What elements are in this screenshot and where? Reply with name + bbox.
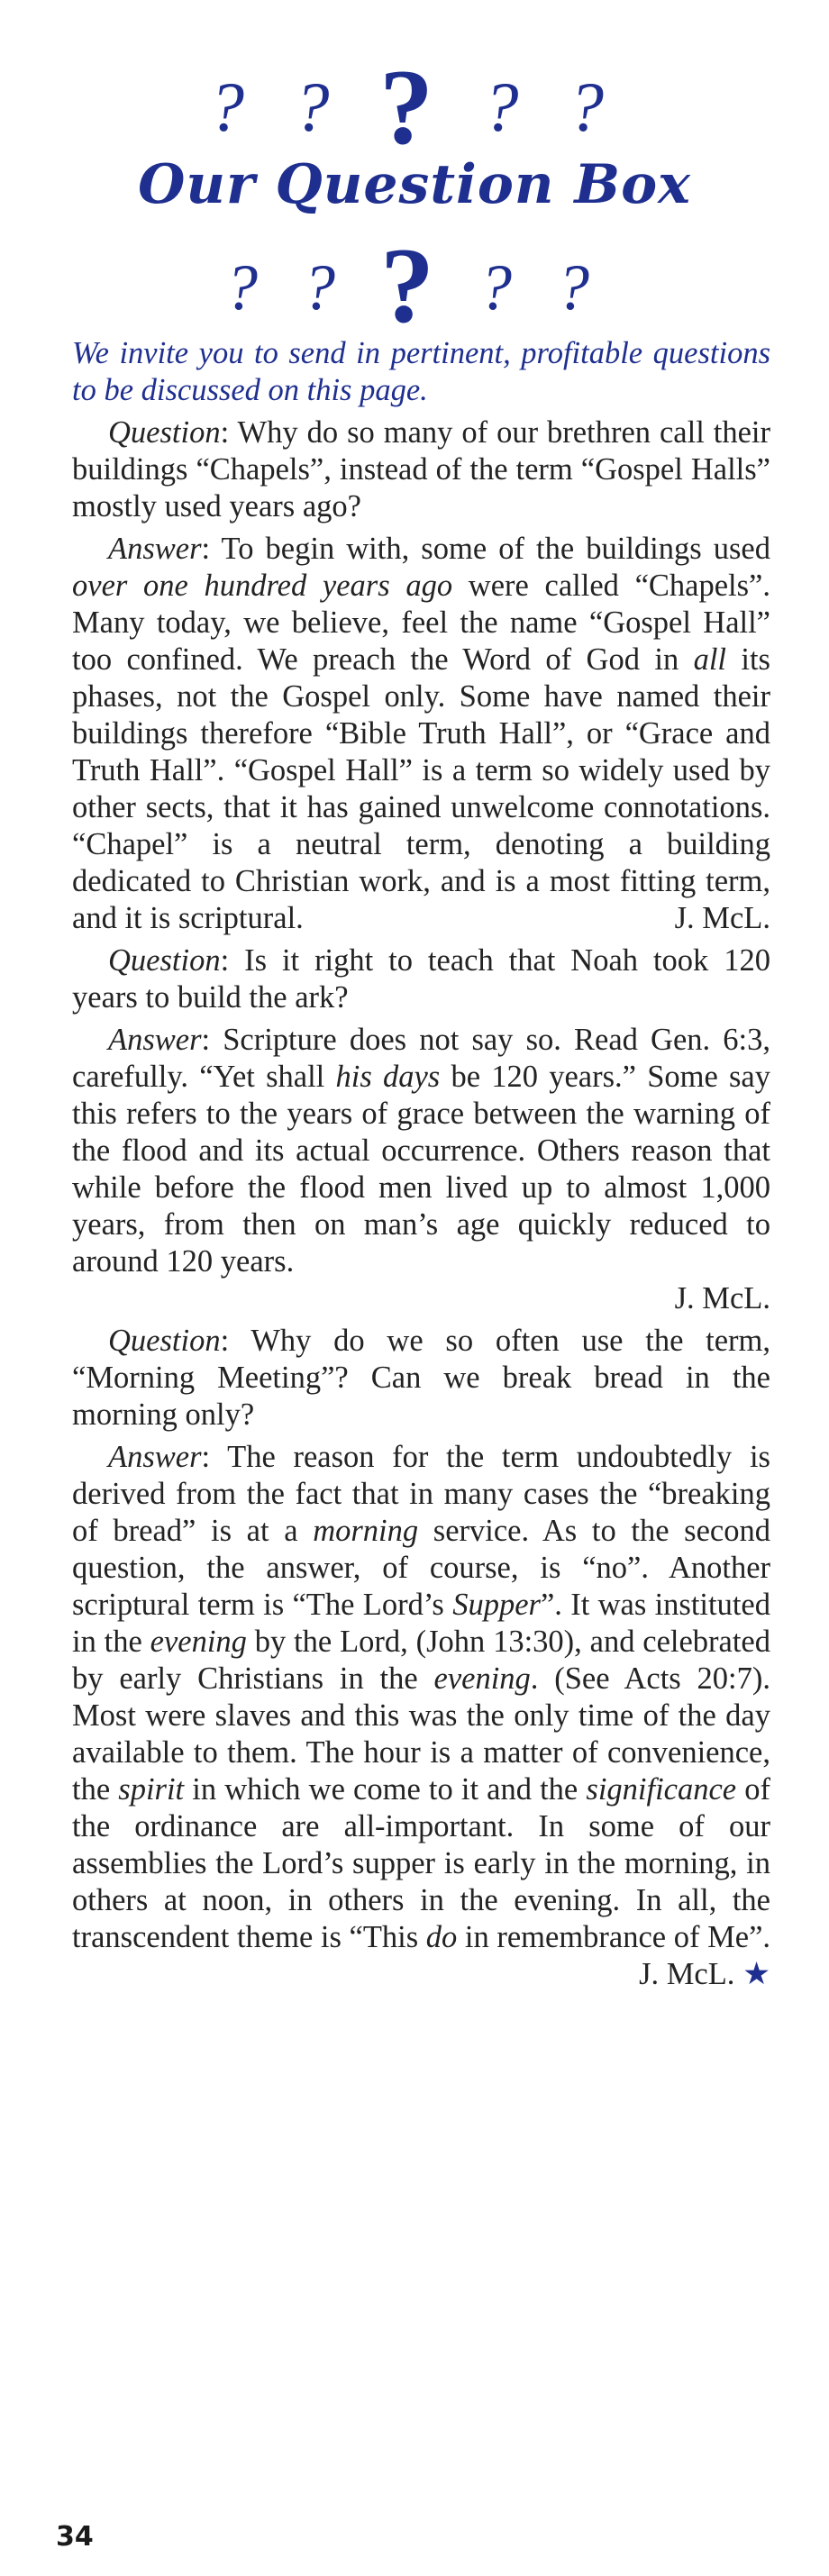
question-label: Question <box>108 415 221 450</box>
star-icon: ★ <box>742 1957 770 1991</box>
answer-label: Answer <box>108 1440 202 1474</box>
question-marks-top: ? ? ? ? ? <box>209 47 620 167</box>
answer-3: Answer: The reason for the term undoubtedly is derived from the fact that in many cases the “breaking of bread” is at a morning service. As to the second question, the answer, of course, is “no”. Another scriptural term is “The Lord’s Supper”. It was instituted in the evening by the Lord, (John 13:30), and celebrated by early Christians in the evening. (See Acts 20:7). Most were slaves and this was the only time of the day available to them. The hour is a matter of convenience, the spirit in which we come to it and the significance of the ordinance are all-important. In some of our assemblies the Lord’s supper is early in the morning, in others at noon, in others in the evening. In all, the transcendent theme is “This do in remembrance of Me”. <box>72 1440 771 1954</box>
signature: J. McL. <box>674 901 770 935</box>
intro-text: We invite you to send in pertinent, profitable questions to be discussed on this page. <box>72 336 770 407</box>
question-text: Why do so many of our brethren call their buildings “Chapels”, instead of the term “Gospel Halls” mostly used years ago? <box>72 415 770 523</box>
answer-label: Answer <box>108 1023 202 1057</box>
answer-1: Answer: To begin with, some of the buildings used over one hundred years ago were called “Chapels”. Many today, we believe, feel the name “Gospel Hall” too confined. We preach the Word of God in all its phases, not the Gospel only. Some have named their buildings therefore “Bible Truth Hall”, or “Grace and Truth Hall”. “Gospel Hall” is a term so widely used by other sects, that it has gained unwelcome connotations. “Chapel” is a neutral term, denoting a building dedicated to Christian work, and is a most fitting term, and it is scriptural. J. McL. <box>72 532 770 935</box>
question-3: Question: Why do we so often use the term, “Morning Meeting”? Can we break bread in the morning only? <box>72 1324 770 1432</box>
question-marks-bottom: ? ? ? ? ? <box>225 225 604 345</box>
signature-line <box>72 1956 770 1993</box>
page-number: 34 <box>56 2521 94 2553</box>
question-2: Question: Is it right to teach that Noah took 120 years to build the ark? <box>72 943 770 1015</box>
question-1: Question: Why do so many of our brethren call their buildings “Chapels”, instead of the term “Gospel Halls” mostly used years ago? <box>72 415 770 523</box>
question-text: Is it right to teach that Noah took 120 years to build the ark? <box>72 943 770 1015</box>
article-body <box>72 335 770 1998</box>
answer-label: Answer <box>108 532 202 566</box>
signature: J. McL. <box>674 1281 770 1315</box>
question-text: Why do we so often use the term, “Morning Meeting”? Can we break bread in the morning only? <box>72 1324 770 1432</box>
header <box>0 0 829 345</box>
question-label: Question <box>108 943 221 978</box>
page-title: Our Question Box <box>138 153 691 216</box>
signature: J. McL. <box>639 1957 735 1991</box>
answer-2: Answer: Scripture does not say so. Read Gen. 6:3, carefully. “Yet shall his days be 120 years.” Some say this refers to the years of grace between the warning of the flood and its actual occurrence. Others reason that while before the flood men lived up to almost 1,000 years, from then on man’s age quickly reduced to around 120 years. <box>72 1023 770 1279</box>
question-label: Question <box>108 1324 221 1358</box>
